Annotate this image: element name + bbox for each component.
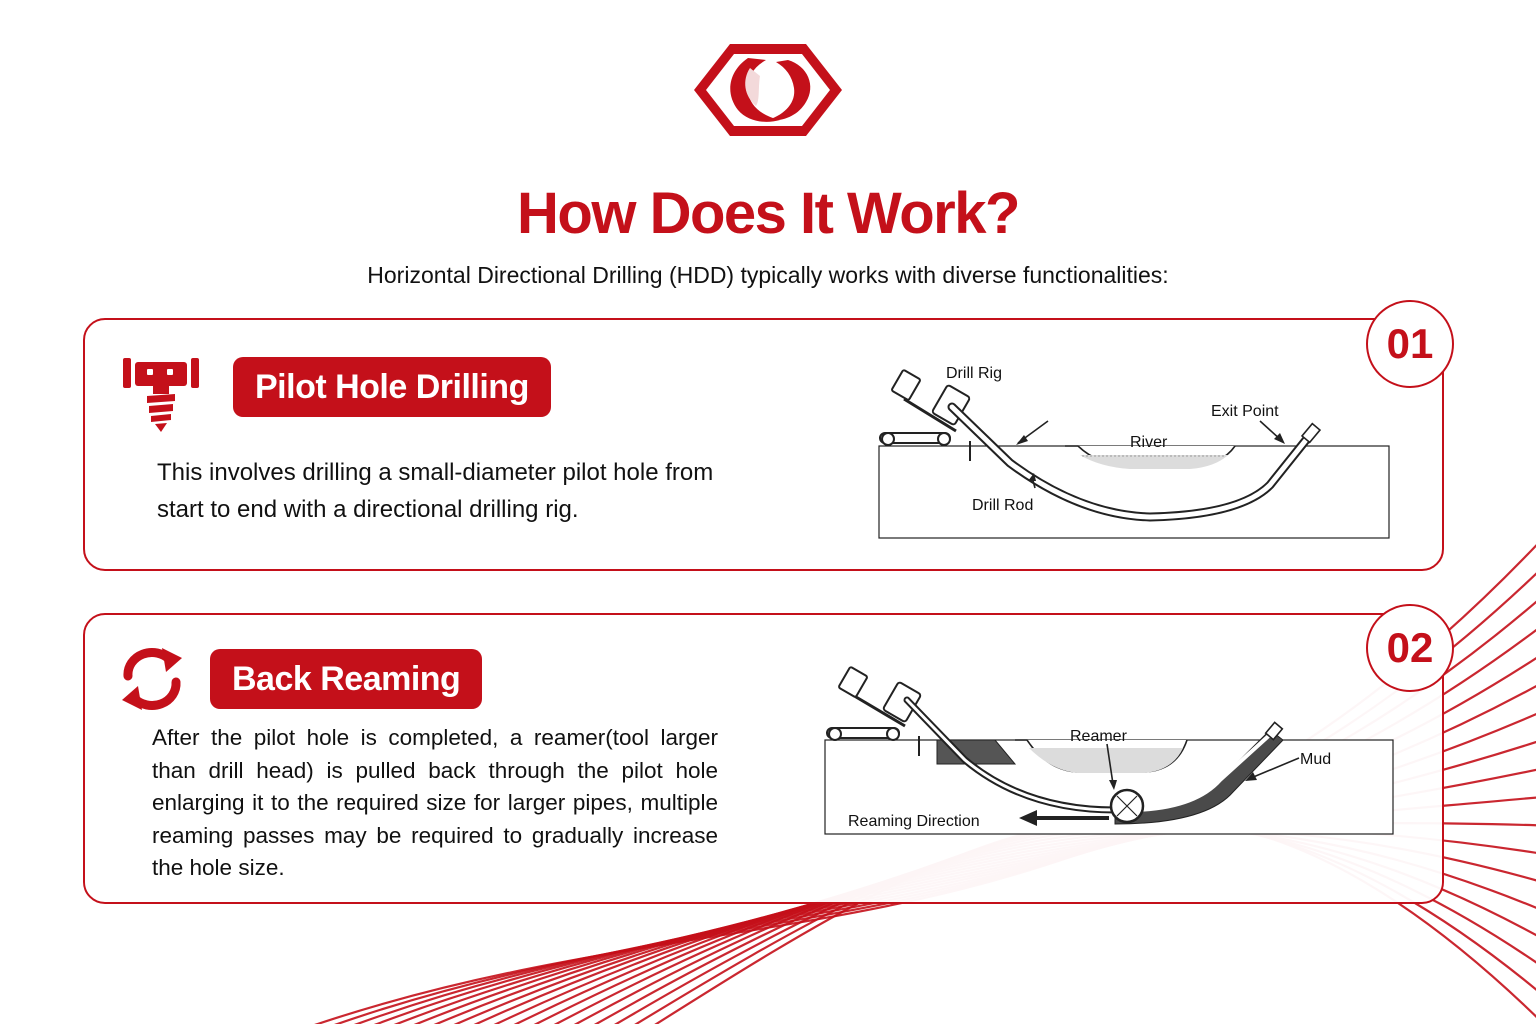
step-description-back-reaming: After the pilot hole is completed, a reamer(tool larger than drill head) is pulled back through the pilot hole enlarging it to the required size for larger pipes, multiple reaming passes may be required to gradually increase the hole size. [152,725,718,880]
back-reaming-diagram [815,660,1405,845]
step-number-badge: 02 [1366,604,1454,692]
step-number-badge: 01 [1366,300,1454,388]
drill-icon [121,354,203,434]
brand-logo [690,40,846,140]
label-river: River [1130,434,1168,451]
pilot-hole-diagram [860,355,1405,550]
step-title-pilot-hole: Pilot Hole Drilling [233,357,551,417]
label-reaming-direction: Reaming Direction [848,813,980,830]
step-description-pilot-hole: This involves drilling a small-diameter pilot hole from start to end with a directional drilling rig. [157,459,714,523]
cycle-arrows-icon [114,644,190,714]
label-exit-point: Exit Point [1211,403,1279,420]
page-subtitle: Horizontal Directional Drilling (HDD) typically works with diverse functionalities: [367,262,1169,288]
step-title-back-reaming: Back Reaming [210,649,482,709]
label-drill-rig: Drill Rig [946,365,1002,382]
page-title: How Does It Work? [517,181,1019,246]
label-reamer: Reamer [1070,728,1127,745]
label-drill-rod: Drill Rod [972,497,1034,514]
label-mud: Mud [1300,751,1332,768]
